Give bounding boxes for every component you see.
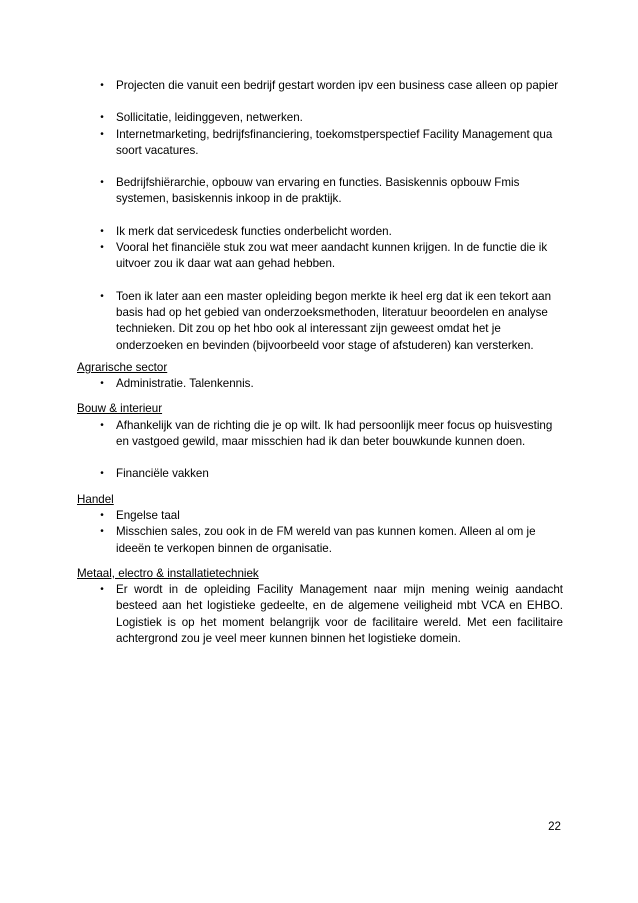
- section-bullet-list: [77, 376, 563, 392]
- section-heading: Metaal, electro & installatietechniek: [77, 566, 259, 580]
- section-agrarische-sector: [77, 360, 563, 393]
- bullet-icon: •: [100, 112, 104, 124]
- list-item-text: Sollicitatie, leidinggeven, netwerken.: [116, 111, 303, 125]
- intro-bullet-list: [77, 78, 563, 354]
- section-bullet-list: [77, 508, 563, 557]
- list-item: [77, 240, 563, 273]
- list-item-text: Afhankelijk van de richting die je op wilt. Ik had persoonlijk meer focus op huisvesting en vastgoed gewild, maar misschien had ik dan beter bouwkunde kunnen doen.: [116, 418, 553, 449]
- list-item: [77, 224, 563, 240]
- list-item-text: Er wordt in de opleiding Facility Management naar mijn mening weinig aandacht besteed aan het logistieke gedeelte, en de algemene veiligheid mbt VCA en EHBO. Logistiek is op het moment belangrijk voor de facilitaire wereld. Met een facilitaire achtergrond zou je veel meer kunnen binnen het logistieke domein.: [116, 583, 563, 646]
- section-bullet-list: [77, 582, 563, 647]
- bullet-icon: •: [100, 419, 104, 431]
- list-item-text: Engelse taal: [116, 508, 180, 522]
- list-item: [77, 78, 563, 94]
- list-item-text: Bedrijfshiërarchie, opbouw van ervaring en functies. Basiskennis opbouw Fmis systemen, basiskennis inkoop in de praktijk.: [116, 176, 520, 206]
- list-item: [77, 582, 563, 647]
- list-item: [77, 289, 563, 354]
- list-item: [77, 524, 563, 557]
- list-item-text: Vooral het financiële stuk zou wat meer aandacht kunnen krijgen. In de functie die ik uitvoer zou ik daar wat aan gehad hebben.: [116, 241, 548, 271]
- bullet-icon: •: [100, 378, 104, 390]
- page-number: 22: [548, 820, 561, 833]
- list-item: [77, 376, 563, 392]
- section-bullet-list: [77, 418, 563, 483]
- list-item-text: Misschien sales, zou ook in de FM wereld van pas kunnen komen. Alleen al om je ideeën te verkopen binnen de organisatie.: [116, 525, 536, 555]
- list-item: [77, 508, 563, 524]
- list-item: [77, 127, 563, 160]
- section-metaal-electro-installatietechniek: [77, 566, 563, 647]
- bullet-icon: •: [100, 225, 104, 237]
- list-item-text: Internetmarketing, bedrijfsfinanciering, toekomstperspectief Facility Management qua soort vacatures.: [116, 127, 553, 157]
- page-content: [77, 78, 563, 647]
- bullet-icon: •: [100, 80, 104, 91]
- list-item: [77, 175, 563, 208]
- bullet-icon: •: [100, 584, 104, 596]
- bullet-icon: •: [100, 177, 104, 189]
- section-heading: Bouw & interieur: [77, 402, 163, 416]
- list-item-text: Financiële vakken: [116, 467, 209, 481]
- bullet-icon: •: [100, 242, 104, 254]
- bullet-icon: •: [100, 468, 104, 480]
- bullet-icon: •: [100, 526, 104, 538]
- list-item: [77, 418, 563, 451]
- section-handel: [77, 492, 563, 557]
- list-item: [77, 110, 563, 126]
- list-item-text: Administratie. Talenkennis.: [116, 377, 254, 391]
- section-bouw-interieur: [77, 401, 563, 482]
- bullet-icon: •: [100, 509, 104, 521]
- list-item-text: Projecten die vanuit een bedrijf gestart worden ipv een business case alleen op papier: [116, 79, 559, 92]
- bullet-icon: •: [100, 290, 104, 302]
- list-item-text: Toen ik later aan een master opleiding begon merkte ik heel erg dat ik een tekort aan basis had op het gebied van onderzoeksmethoden, literatuur beoordelen en analyse technieken. Dit zou op het hbo ook al interessant zijn geweest omdat het je onderzoeken en bevinden (bijvoorbeeld voor stage of afstuderen) kan versterken.: [116, 289, 552, 352]
- bullet-icon: •: [100, 128, 104, 140]
- section-heading: Handel: [77, 492, 114, 506]
- list-item: [77, 466, 563, 482]
- list-item-text: Ik merk dat servicedesk functies onderbelicht worden.: [116, 224, 392, 238]
- section-heading: Agrarische sector: [77, 360, 168, 374]
